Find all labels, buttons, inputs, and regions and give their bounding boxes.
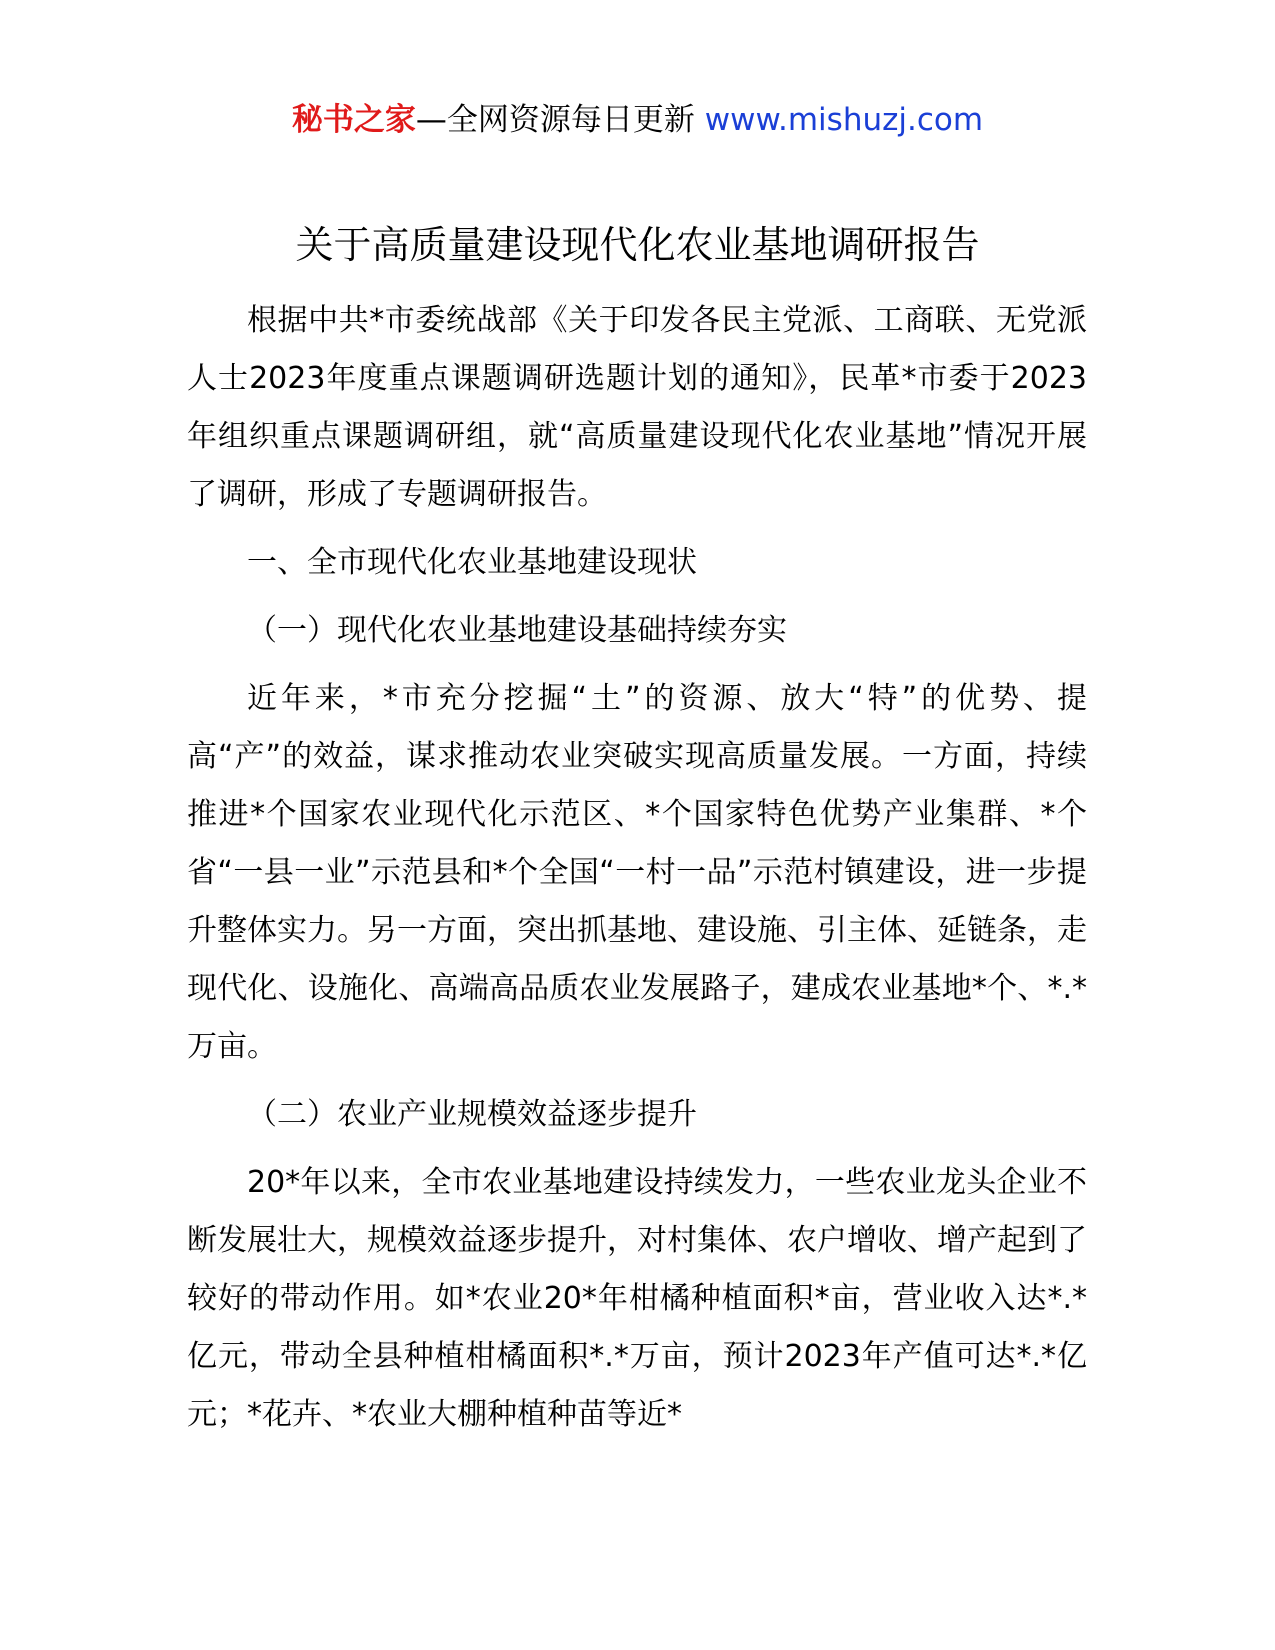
subsection-heading: （二）农业产业规模效益逐步提升 xyxy=(247,1097,697,1132)
subsection-heading: （一）现代化农业基地建设基础持续夯实 xyxy=(247,613,787,648)
site-header xyxy=(0,100,1275,140)
brand-name: 秘书之家 xyxy=(291,102,416,138)
intro-paragraph: 根据中共*市委统战部《关于印发各民主党派、工商联、无党派人士2023年度重点课题调研选题计划的通知》，民革*市委于2023年组织重点课题调研组，就“高质量建设现代化农业基地”情况开展了调研，形成了专题调研报告。 xyxy=(187,303,1087,512)
body-paragraph: 近年来，*市充分挖掘“土”的资源、放大“特”的优势、提高“产”的效益，谋求推动农业突破实现高质量发展。一方面，持续推进*个国家农业现代化示范区、*个国家特色优势产业集群、*个省“一县一业”示范县和*个全国“一村一品”示范村镇建设，进一步提升整体实力。另一方面，突出抓基地、建设施、引主体、延链条，走现代化、设施化、高端高品质农业发展路子，建成农业基地*个、*.*万亩。 xyxy=(187,681,1087,1064)
document-body xyxy=(187,292,1087,1444)
section-heading: 一、全市现代化农业基地建设现状 xyxy=(247,545,697,580)
site-url-link[interactable]: www.mishuzj.com xyxy=(704,102,984,138)
header-tagline: —全网资源每日更新 xyxy=(415,102,705,138)
body-paragraph: 20*年以来，全市农业基地建设持续发力，一些农业龙头企业不断发展壮大，规模效益逐步提升，对村集体、农户增收、增产起到了较好的带动作用。如*农业20*年柑橘种植面积*亩，营业收入达*.*亿元，带动全县种植柑橘面积*.*万亩，预计2023年产值可达*.*亿元；*花卉、*农业大棚种植种苗等近* xyxy=(187,1165,1087,1432)
document-title: 关于高质量建设现代化农业基地调研报告 xyxy=(295,223,980,267)
